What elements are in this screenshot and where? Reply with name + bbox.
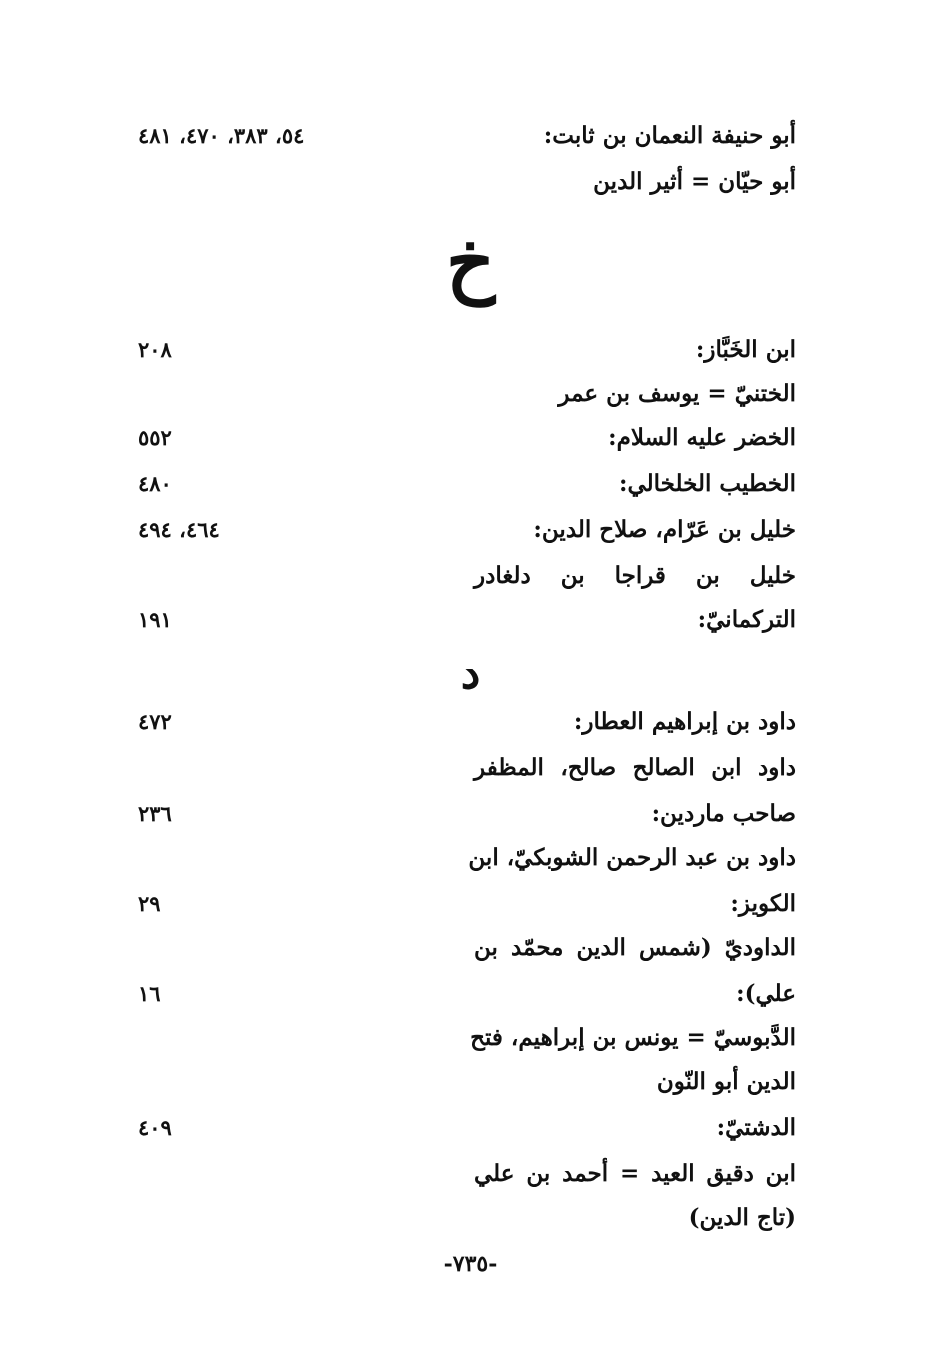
entry-pages: ٤٠٩ [138,1115,172,1140]
entry-name: علي): [736,980,796,1007]
entry-pages: ٢٠٨ [138,337,172,362]
entry-pages: ١٩١ [138,607,172,632]
entry-pages: ٤٦٤، ٤٩٤ [138,517,220,542]
entry-name: الداوديّ (شمس الدين محمّد بن [474,934,796,961]
entry-name: أبو حيّان = أثير الدين [593,168,796,195]
index-entry [0,114,941,158]
index-entry [0,1016,941,1060]
entry-name: (تاج الدين) [688,1204,796,1231]
entry-name: داود ابن الصالح صالح، المظفر [474,754,796,781]
entry-name: صاحب ماردين: [651,800,796,827]
entry-name: الخضر عليه السلام: [608,424,796,451]
index-entry [0,160,941,204]
index-entry [0,554,941,598]
entry-name: خليل بن عَرّام، صلاح الدين: [533,516,796,543]
index-entry [0,700,941,744]
index-entry [0,416,941,460]
entry-pages: ٤٨٠ [138,471,172,496]
index-entry [0,462,941,506]
entry-pages: ٢٩ [138,891,161,916]
index-entry [0,792,941,836]
entry-name: الكويز: [730,890,796,917]
index-entry [0,836,941,880]
entry-name: خليل بن قراجا بن دلغادر [474,562,796,589]
index-entry [0,972,941,1016]
section-letter-kha: خ [445,217,496,306]
entry-pages: ١٦ [138,981,161,1006]
entry-name: ابن دقيق العيد = أحمد بن علي [474,1160,796,1187]
entry-pages: ٤٧٢ [138,709,172,734]
index-entry [0,1060,941,1104]
index-entry [0,926,941,970]
entry-name: الختنيّ = يوسف بن عمر [558,380,796,407]
index-entry [0,1196,941,1240]
entry-name: التركمانيّ: [697,606,796,633]
entry-name: ابن الخَبَّاز: [695,336,796,363]
entry-pages: ٥٥٢ [138,425,172,450]
entry-name: الدَّبوسيّ = يونس بن إبراهيم، فتح [470,1024,796,1051]
index-entry [0,372,941,416]
section-letter-dal: د [460,648,481,699]
page-number: -٧٣٥- [443,1251,498,1277]
entry-name: داود بن إبراهيم العطار: [573,708,796,735]
index-entry [0,328,941,372]
index-entry [0,882,941,926]
index-entry [0,1152,941,1196]
entry-pages: ٥٤، ٣٨٣، ٤٧٠، ٤٨١ [138,123,305,148]
entry-name: أبو حنيفة النعمان بن ثابت: [543,122,796,149]
index-entry [0,598,941,642]
entry-pages: ٢٣٦ [138,801,172,826]
entry-name: الدين أبو النّون [656,1068,796,1095]
index-entry [0,746,941,790]
index-entry [0,508,941,552]
index-entry [0,1106,941,1150]
entry-name: الدشتيّ: [716,1114,796,1141]
entry-name: داود بن عبد الرحمن الشوبكيّ، ابن [468,844,796,871]
entry-name: الخطيب الخلخالي: [618,470,796,497]
